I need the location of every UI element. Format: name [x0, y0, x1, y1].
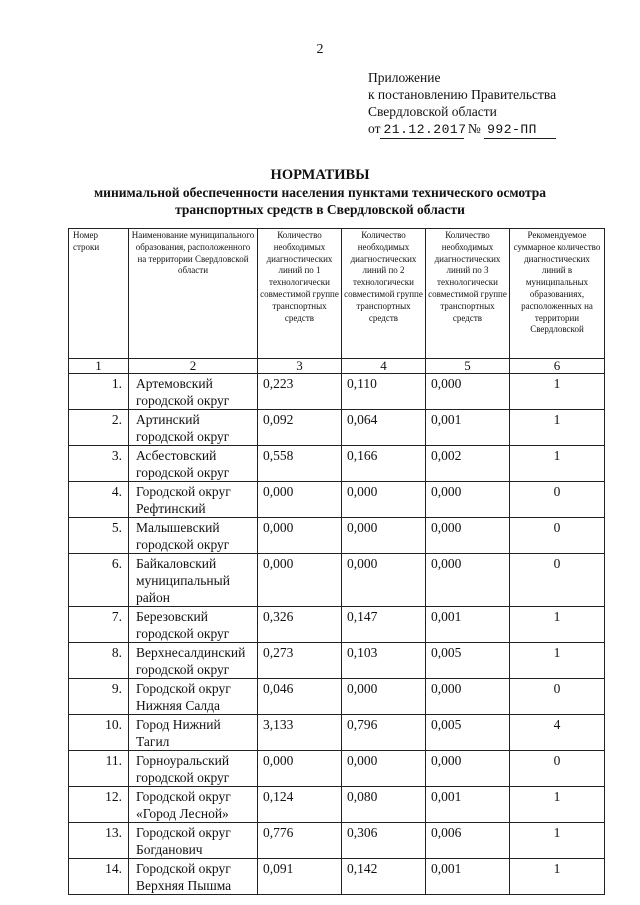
group-2-value-cell: 0,000 — [342, 554, 426, 607]
group-2-value-cell: 0,110 — [342, 374, 426, 410]
group-2-value-cell: 0,796 — [342, 715, 426, 751]
group-1-value-cell: 3,133 — [258, 715, 342, 751]
recommended-total-cell: 0 — [510, 518, 605, 554]
group-1-value-cell: 0,092 — [258, 410, 342, 446]
municipality-name-cell: Городской округ «Город Лесной» — [129, 787, 258, 823]
column-number: 2 — [129, 359, 258, 374]
header-row-number: Номер строки — [69, 229, 129, 359]
row-number-cell: 12. — [69, 787, 129, 823]
column-number: 1 — [69, 359, 129, 374]
header-group-1: Количество необходимых диагностических линий по 1 технологически совместимой группе транспортных средств — [258, 229, 342, 359]
recommended-total-cell: 0 — [510, 679, 605, 715]
recommended-total-cell: 1 — [510, 446, 605, 482]
group-2-value-cell: 0,306 — [342, 823, 426, 859]
table-row — [69, 446, 605, 482]
group-1-value-cell: 0,000 — [258, 482, 342, 518]
municipality-name-cell: Байкаловский муниципальный район — [129, 554, 258, 607]
document-subtitle-line-1: минимальной обеспеченности населения пунктами технического осмотра — [93, 185, 547, 200]
recommended-total-cell: 1 — [510, 859, 605, 895]
recommended-total-cell: 0 — [510, 554, 605, 607]
recommended-total-cell: 1 — [510, 374, 605, 410]
municipality-name-cell: Артинский городской округ — [129, 410, 258, 446]
recommended-total-cell: 1 — [510, 643, 605, 679]
document-heading — [0, 166, 640, 218]
column-number: 3 — [258, 359, 342, 374]
document-subtitle-line-2: транспортных средств в Свердловской области — [175, 202, 465, 217]
row-number-cell: 11. — [69, 751, 129, 787]
column-number: 5 — [426, 359, 510, 374]
group-2-value-cell: 0,166 — [342, 446, 426, 482]
table-row — [69, 715, 605, 751]
row-number-cell: 13. — [69, 823, 129, 859]
group-1-value-cell: 0,000 — [258, 751, 342, 787]
table-body — [69, 374, 605, 895]
group-1-value-cell: 0,776 — [258, 823, 342, 859]
municipality-name-cell: Березовский городской округ — [129, 607, 258, 643]
table-row — [69, 787, 605, 823]
column-number-row — [69, 359, 605, 374]
group-3-value-cell: 0,000 — [426, 554, 510, 607]
municipality-name-cell: Городской округ Верхняя Пышма — [129, 859, 258, 895]
municipality-name-cell: Городской округ Рефтинский — [129, 482, 258, 518]
group-2-value-cell: 0,000 — [342, 518, 426, 554]
municipality-name-cell: Асбестовский городской округ — [129, 446, 258, 482]
row-number-cell: 8. — [69, 643, 129, 679]
table-row — [69, 859, 605, 895]
table-row — [69, 607, 605, 643]
group-1-value-cell: 0,091 — [258, 859, 342, 895]
row-number-cell: 9. — [69, 679, 129, 715]
recommended-total-cell: 1 — [510, 410, 605, 446]
resolution-reference — [368, 120, 556, 139]
group-3-value-cell: 0,000 — [426, 482, 510, 518]
group-1-value-cell: 0,273 — [258, 643, 342, 679]
municipality-name-cell: Малышевский городской округ — [129, 518, 258, 554]
group-3-value-cell: 0,001 — [426, 859, 510, 895]
document-title: НОРМАТИВЫ — [270, 167, 370, 183]
table-row — [69, 554, 605, 607]
appendix-line-1: Приложение — [368, 70, 441, 85]
group-3-value-cell: 0,002 — [426, 446, 510, 482]
table-row — [69, 482, 605, 518]
group-3-value-cell: 0,001 — [426, 607, 510, 643]
table-header-row — [69, 229, 605, 359]
table-row — [69, 518, 605, 554]
appendix-line-3: Свердловской области — [368, 104, 497, 119]
group-1-value-cell: 0,558 — [258, 446, 342, 482]
recommended-total-cell: 4 — [510, 715, 605, 751]
row-number-cell: 6. — [69, 554, 129, 607]
group-3-value-cell: 0,000 — [426, 751, 510, 787]
row-number-cell: 7. — [69, 607, 129, 643]
group-2-value-cell: 0,000 — [342, 679, 426, 715]
row-number-cell: 1. — [69, 374, 129, 410]
group-1-value-cell: 0,223 — [258, 374, 342, 410]
group-2-value-cell: 0,103 — [342, 643, 426, 679]
group-2-value-cell: 0,000 — [342, 751, 426, 787]
recommended-total-cell: 1 — [510, 823, 605, 859]
appendix-line-2: к постановлению Правительства — [368, 87, 557, 102]
appendix-block — [368, 69, 556, 139]
group-3-value-cell: 0,000 — [426, 518, 510, 554]
municipality-name-cell: Артемовский городской округ — [129, 374, 258, 410]
row-number-cell: 2. — [69, 410, 129, 446]
group-3-value-cell: 0,001 — [426, 787, 510, 823]
group-3-value-cell: 0,006 — [426, 823, 510, 859]
group-1-value-cell: 0,000 — [258, 518, 342, 554]
municipality-name-cell: Городской округ Богданович — [129, 823, 258, 859]
table-row — [69, 643, 605, 679]
municipality-name-cell: Горноуральский городской округ — [129, 751, 258, 787]
header-recommended: Рекомендуемое суммарное количество диагностических линий в муниципальных образованиях, расположенных на территории Свердловской — [510, 229, 605, 359]
row-number-cell: 10. — [69, 715, 129, 751]
group-1-value-cell: 0,046 — [258, 679, 342, 715]
norms-table — [68, 228, 605, 895]
group-2-value-cell: 0,064 — [342, 410, 426, 446]
group-2-value-cell: 0,142 — [342, 859, 426, 895]
row-number-cell: 5. — [69, 518, 129, 554]
recommended-total-cell: 1 — [510, 787, 605, 823]
recommended-total-cell: 0 — [510, 751, 605, 787]
table-row — [69, 823, 605, 859]
group-2-value-cell: 0,080 — [342, 787, 426, 823]
group-1-value-cell: 0,326 — [258, 607, 342, 643]
row-number-cell: 3. — [69, 446, 129, 482]
group-2-value-cell: 0,000 — [342, 482, 426, 518]
group-3-value-cell: 0,000 — [426, 679, 510, 715]
table-row — [69, 374, 605, 410]
group-2-value-cell: 0,147 — [342, 607, 426, 643]
header-group-3: Количество необходимых диагностических линий по 3 технологически совместимой группе транспортных средств — [426, 229, 510, 359]
resolution-date: 21.12.2017 — [380, 121, 464, 139]
group-1-value-cell: 0,000 — [258, 554, 342, 607]
column-number: 6 — [510, 359, 605, 374]
municipality-name-cell: Городской округ Нижняя Салда — [129, 679, 258, 715]
recommended-total-cell: 0 — [510, 482, 605, 518]
group-1-value-cell: 0,124 — [258, 787, 342, 823]
row-number-cell: 4. — [69, 482, 129, 518]
group-3-value-cell: 0,005 — [426, 643, 510, 679]
recommended-total-cell: 1 — [510, 607, 605, 643]
group-3-value-cell: 0,001 — [426, 410, 510, 446]
number-label: № — [467, 121, 481, 136]
page-number: 2 — [316, 42, 324, 57]
table-row — [69, 751, 605, 787]
header-name: Наименование муниципального образования, расположенного на территории Свердловской области — [129, 229, 258, 359]
group-3-value-cell: 0,005 — [426, 715, 510, 751]
group-3-value-cell: 0,000 — [426, 374, 510, 410]
from-label: от — [368, 121, 381, 136]
municipality-name-cell: Город Нижний Тагил — [129, 715, 258, 751]
column-number: 4 — [342, 359, 426, 374]
resolution-number: 992-ПП — [484, 121, 556, 139]
table-row — [69, 679, 605, 715]
municipality-name-cell: Верхнесалдинский городской округ — [129, 643, 258, 679]
row-number-cell: 14. — [69, 859, 129, 895]
table-row — [69, 410, 605, 446]
header-group-2: Количество необходимых диагностических линий по 2 технологически совместимой группе транспортных средств — [342, 229, 426, 359]
